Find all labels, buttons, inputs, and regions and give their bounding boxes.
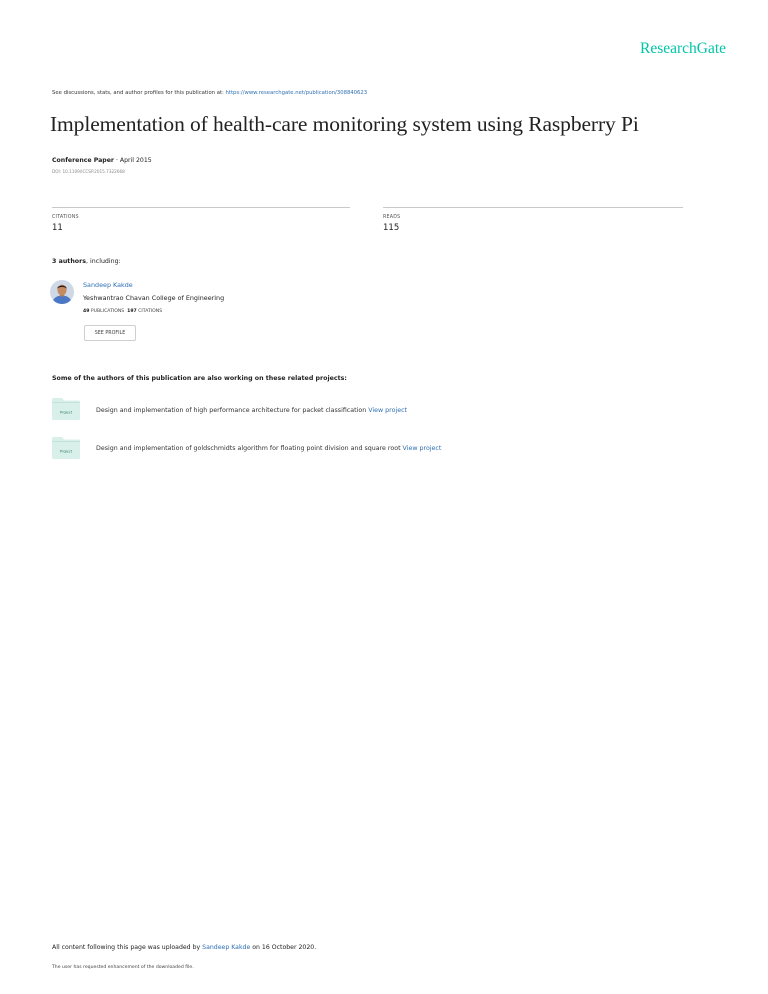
reads-label: READS <box>383 215 401 220</box>
project-icon-label: Project <box>59 410 73 415</box>
discussions-line <box>52 90 367 96</box>
author-avatar[interactable] <box>50 280 74 304</box>
publication-url-link[interactable]: https://www.researchgate.net/publication/308840623 <box>225 90 368 96</box>
reads-value: 115 <box>383 223 400 233</box>
project-title: Design and implementation of high performance architecture for packet classification <box>96 407 369 414</box>
upload-note-suffix: on 16 October 2020. <box>250 944 317 951</box>
author-name[interactable]: Sandeep Kakde <box>83 281 133 289</box>
view-project-link[interactable]: View project <box>368 407 408 414</box>
citations-label: CITATIONS <box>52 215 79 220</box>
reads-divider <box>383 207 683 208</box>
publication-type-line <box>52 157 152 164</box>
author-name-link[interactable] <box>83 281 133 289</box>
author-publications-count: 49 <box>83 309 90 314</box>
authors-suffix: , including: <box>85 258 121 265</box>
see-profile-button[interactable]: SEE PROFILE <box>84 325 136 341</box>
project-folder-icon <box>52 437 80 463</box>
author-citations-label: CITATIONS <box>138 309 163 314</box>
upload-note <box>52 944 316 951</box>
discussions-prefix: See discussions, stats, and author profiles for this publication at: <box>52 90 226 96</box>
author-avatar-image <box>50 280 74 304</box>
related-projects-heading: Some of the authors of this publication are also working on these related projects: <box>52 375 347 382</box>
project-icon-label: Project <box>59 449 73 454</box>
author-institution: Yeshwantrao Chavan College of Engineering <box>83 294 225 302</box>
researchgate-logo[interactable]: ResearchGate <box>640 40 727 57</box>
uploader-link[interactable]: Sandeep Kakde <box>202 944 251 951</box>
view-project-link[interactable]: View project <box>402 445 442 452</box>
publication-type: Conference Paper <box>52 157 114 164</box>
project-folder-icon <box>52 398 80 424</box>
authors-count: 3 authors <box>52 258 86 265</box>
authors-heading <box>52 258 121 265</box>
list-item <box>96 445 441 452</box>
author-stats <box>83 309 162 314</box>
author-citations-count: 197 <box>127 309 137 314</box>
upload-note-prefix: All content following this page was uploaded by <box>52 944 203 951</box>
list-item <box>96 407 407 414</box>
publication-title: Implementation of health-care monitoring system using Raspberry Pi <box>50 112 639 136</box>
author-publications-label: PUBLICATIONS <box>90 309 125 314</box>
project-title: Design and implementation of goldschmidts algorithm for floating point division and square root <box>96 445 403 452</box>
enhancement-note: The user has requested enhancement of the downloaded file. <box>52 965 194 970</box>
publication-date: · April 2015 <box>113 157 152 164</box>
citations-value: 11 <box>52 223 63 233</box>
doi: DOI: 10.1109/ICCSP.2015.7322668 <box>52 169 125 174</box>
citations-divider <box>52 207 350 208</box>
